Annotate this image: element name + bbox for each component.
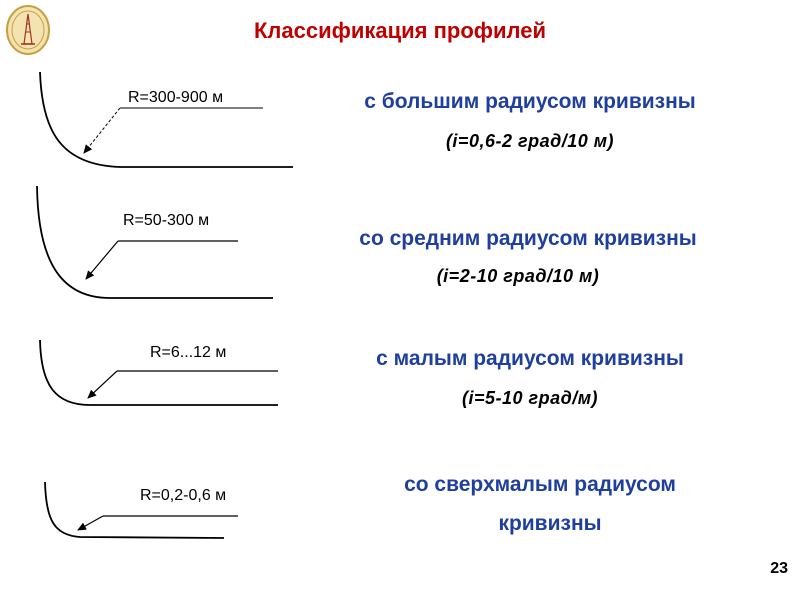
radius-label-large: R=300-900 м: [128, 89, 224, 106]
category-ultra-small-radius-line2: кривизны: [498, 512, 602, 535]
profile-medium-radius: [37, 186, 273, 298]
radius-label-small: R=6...12 м: [150, 344, 227, 361]
page-number: 23: [770, 560, 788, 577]
ratio-large-radius: (i=0,6-2 град/10 м): [445, 131, 615, 151]
category-medium-radius: со средним радиусом кривизны: [359, 227, 697, 250]
radius-label-ultra-small: R=0,2-0,6 м: [140, 487, 227, 504]
ratio-medium-radius: (i=2-10 град/10 м): [436, 266, 600, 286]
category-small-radius: с малым радиусом кривизны: [376, 347, 684, 370]
profile-ultra-small-radius: [45, 482, 238, 538]
category-ultra-small-radius-line1: со сверхмалым радиусом: [404, 473, 676, 496]
profile-large-radius: [40, 72, 293, 167]
ratio-small-radius: (i=5-10 град/м): [461, 388, 599, 408]
profile-small-radius: [40, 340, 278, 405]
category-large-radius: с большим радиусом кривизны: [364, 90, 696, 113]
radius-label-medium: R=50-300 м: [123, 212, 210, 229]
slide-title: Классификация профилей: [253, 18, 547, 43]
